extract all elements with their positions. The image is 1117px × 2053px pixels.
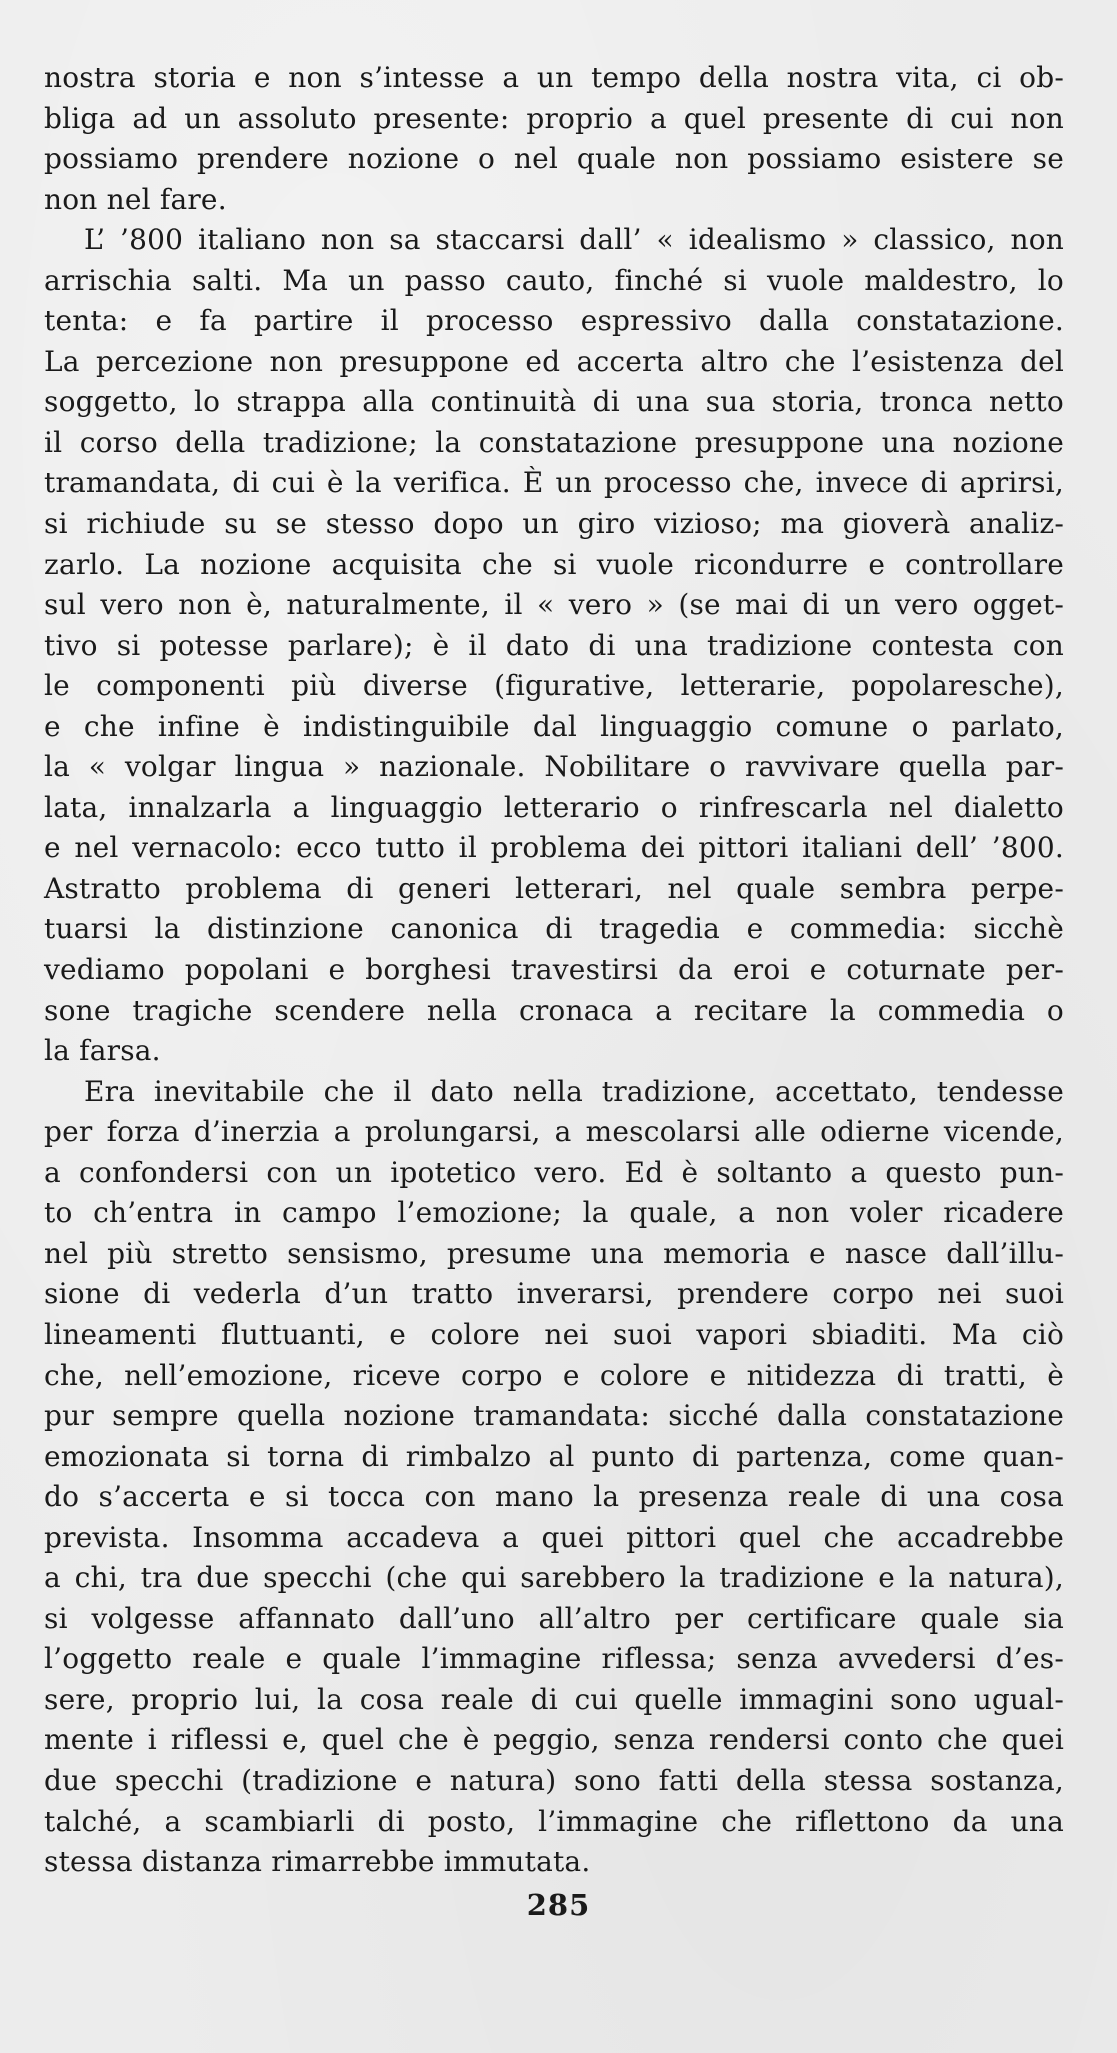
text-line: nostra storia e non s’intesse a un tempo della nostra vita, ci ob-: [44, 61, 1064, 94]
text-line: non nel fare.: [44, 182, 227, 216]
text-line: prevista. Insomma accadeva a quei pittori quel che accadrebbe: [44, 1520, 1064, 1554]
text-line: e nel vernacolo: ecco tutto il problema dei pittori italiani dell’ ’800.: [44, 831, 1064, 865]
text-line: emozionata si torna di rimbalzo al punto di partenza, come quan-: [44, 1439, 1064, 1473]
text-line: la farsa.: [44, 1034, 161, 1068]
body-text: [44, 58, 1064, 1883]
text-line: bliga ad un assoluto presente: proprio a quel presente di cui non: [44, 101, 1064, 135]
text-line: Era inevitabile che il dato nella tradizione, accettato, tendesse: [84, 1074, 1064, 1108]
text-line: La percezione non presuppone ed accerta altro che l’esistenza del: [44, 344, 1064, 378]
text-line: possiamo prendere nozione o nel quale non possiamo esistere se: [44, 142, 1064, 176]
text-line: zarlo. La nozione acquisita che si vuole ricondurre e controllare: [44, 547, 1064, 581]
text-line: soggetto, lo strappa alla continuità di una sua storia, tronca netto: [44, 385, 1064, 419]
text-line: Astratto problema di generi letterari, nel quale sembra perpe-: [44, 871, 1064, 905]
text-line: si volgesse affannato dall’uno all’altro per certificare quale sia: [44, 1601, 1064, 1635]
text-line: la « volgar lingua » nazionale. Nobilitare o ravvivare quella par-: [44, 750, 1064, 784]
text-line: pur sempre quella nozione tramandata: sicché dalla constatazione: [44, 1399, 1064, 1433]
text-line: e che infine è indistinguibile dal linguaggio comune o parlato,: [44, 709, 1064, 743]
text-line: le componenti più diverse (figurative, letterarie, popolaresche),: [44, 669, 1064, 703]
text-line: sere, proprio lui, la cosa reale di cui quelle immagini sono ugual-: [44, 1682, 1064, 1716]
text-line: sione di vederla d’un tratto inverarsi, prendere corpo nei suoi: [44, 1277, 1064, 1311]
text-line: tramandata, di cui è la verifica. È un processo che, invece di aprirsi,: [44, 466, 1064, 500]
text-line: lata, innalzarla a linguaggio letterario o rinfrescarla nel dialetto: [44, 790, 1064, 824]
paragraph: [44, 58, 1064, 220]
text-line: si richiude su se stesso dopo un giro vizioso; ma gioverà analiz-: [44, 507, 1064, 541]
text-line: mente i riflessi e, quel che è peggio, senza rendersi conto che quei: [44, 1723, 1064, 1757]
text-line: tenta: e fa partire il processo espressivo dalla constatazione.: [44, 304, 1064, 338]
page-number: 285: [526, 1888, 591, 1922]
text-line: vediamo popolani e borghesi travestirsi da eroi e coturnate per-: [44, 953, 1064, 987]
text-line: tuarsi la distinzione canonica di tragedia e commedia: sicchè: [44, 912, 1064, 946]
text-line: per forza d’inerzia a prolungarsi, a mescolarsi alle odierne vicende,: [44, 1115, 1064, 1149]
text-line: sul vero non è, naturalmente, il « vero » (se mai di un vero ogget-: [44, 588, 1064, 622]
text-line: sone tragiche scendere nella cronaca a recitare la commedia o: [44, 993, 1064, 1027]
text-line: arrischia salti. Ma un passo cauto, finché si vuole maldestro, lo: [44, 263, 1064, 297]
text-line: nel più stretto sensismo, presume una memoria e nasce dall’illu-: [44, 1236, 1064, 1270]
text-line: il corso della tradizione; la constatazione presuppone una nozione: [44, 425, 1064, 459]
text-line: che, nell’emozione, riceve corpo e colore e nitidezza di tratti, è: [44, 1358, 1064, 1392]
text-line: a confondersi con un ipotetico vero. Ed è soltanto a questo pun-: [44, 1155, 1064, 1189]
text-line: lineamenti fluttuanti, e colore nei suoi vapori sbiaditi. Ma ciò: [44, 1317, 1064, 1351]
paragraph: [44, 220, 1064, 1071]
text-line: talché, a scambiarli di posto, l’immagine che riflettono da una: [44, 1804, 1064, 1838]
text-line: stessa distanza rimarrebbe immutata.: [44, 1845, 591, 1879]
text-line: to ch’entra in campo l’emozione; la quale, a non voler ricadere: [44, 1196, 1064, 1230]
text-line: due specchi (tradizione e natura) sono fatti della stessa sostanza,: [44, 1763, 1064, 1797]
text-line: a chi, tra due specchi (che qui sarebbero la tradizione e la natura),: [44, 1561, 1064, 1595]
text-line: l’oggetto reale e quale l’immagine riflessa; senza avvedersi d’es-: [44, 1642, 1064, 1676]
text-line: L’ ’800 italiano non sa staccarsi dall’ « idealismo » classico, non: [84, 223, 1064, 257]
text-line: tivo si potesse parlare); è il dato di una tradizione contesta con: [44, 628, 1064, 662]
text-line: do s’accerta e si tocca con mano la presenza reale di una cosa: [44, 1480, 1064, 1514]
paragraph: [44, 1072, 1064, 1883]
